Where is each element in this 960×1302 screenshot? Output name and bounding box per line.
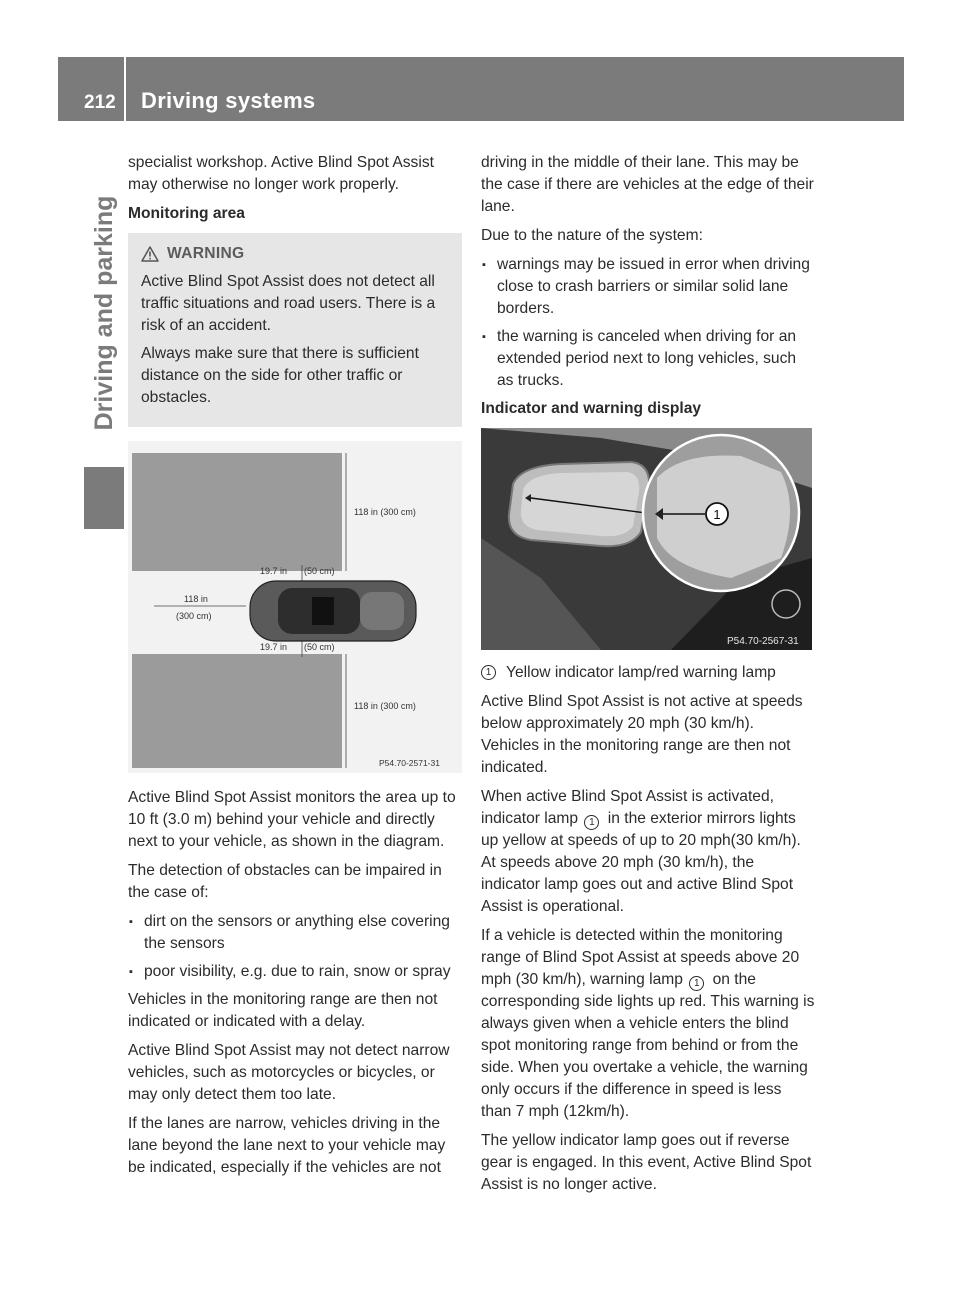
bottom-dim-label: 118 in (300 cm) — [354, 701, 416, 711]
detected-text-a: If a vehicle is detected within the monitoring range of Blind Spot Assist at speeds above 20 mph (30 km/h), warning lamp — [481, 927, 800, 988]
callout-1-icon: 1 — [481, 665, 496, 680]
narrow-vehicles-paragraph: Active Blind Spot Assist may not detect narrow vehicles, such as motorcycles or bicycles, or may only detect them too late. — [128, 1042, 450, 1103]
legend-text: Yellow indicator lamp/red warning lamp — [506, 664, 776, 681]
warning-text-2: Always make sure that there is sufficient distance on the side for other traffic or obstacles. — [141, 345, 419, 406]
detected-text-b: on the corresponding side lights up red. This warning is always given when a vehicle enters the blind spot monitoring range from behind or from the side. When you overtake a vehicle, the warning only occurs if the difference in speed is less than 7 mph (12km/h). — [481, 971, 815, 1120]
right-column — [481, 152, 815, 1203]
list-item: ▪ warnings may be issued in error when driving close to crash barriers or similar solid lane borders. — [481, 254, 815, 320]
vehicles-paragraph: Vehicles in the monitoring range are then not indicated or indicated with a delay. — [128, 991, 438, 1030]
detected-paragraph — [481, 925, 815, 1123]
reverse-paragraph: The yellow indicator lamp goes out if reverse gear is engaged. In this event, Active Blind Spot Assist is no longer active. — [481, 1132, 812, 1193]
gap-top-label: 19.7 in — [260, 566, 288, 576]
list-item: ▪ dirt on the sensors or anything else covering the sensors — [128, 911, 462, 955]
mirror-photo — [481, 428, 812, 650]
warning-header — [141, 243, 450, 265]
activated-text-a: When active Blind Spot Assist is activated, indicator lamp — [481, 788, 774, 827]
rear-dim-in-label: 118 in — [184, 594, 208, 604]
monitoring-area-diagram — [128, 441, 462, 773]
section-title: Driving systems — [141, 88, 316, 113]
rear-dim-cm-label: (300 cm) — [176, 611, 212, 621]
top-zone — [132, 453, 342, 571]
exterior-mirror — [509, 462, 649, 546]
gap-top-cm-label: (50 cm) — [304, 566, 335, 576]
warning-triangle-icon — [141, 246, 159, 262]
diagram-svg — [128, 441, 462, 773]
warning-box — [128, 233, 462, 427]
callout-1-icon: 1 — [584, 815, 599, 830]
page-number: 212 — [84, 92, 116, 113]
intro-paragraph: specialist workshop. Active Blind Spot Assist may otherwise no longer work properly. — [128, 154, 434, 193]
list-item: ▪ the warning is canceled when driving for an extended period next to long vehicles, such as trucks. — [481, 326, 815, 392]
car-top-view — [250, 581, 416, 641]
monitoring-area-heading: Monitoring area — [128, 205, 245, 222]
callout-1-icon: 1 — [689, 976, 704, 991]
nature-paragraph: Due to the nature of the system: — [481, 227, 703, 244]
nature-list — [481, 254, 815, 392]
mirror-photo-svg — [481, 428, 812, 650]
bottom-zone — [132, 654, 342, 768]
gap-bottom-label: 19.7 in — [260, 642, 288, 652]
warning-text-1: Active Blind Spot Assist does not detect all traffic situations and road users. There is a risk of an accident. — [141, 273, 436, 334]
side-tab — [84, 128, 124, 498]
diagram-code: P54.70-2571-31 — [379, 758, 440, 768]
indicator-heading: Indicator and warning display — [481, 400, 702, 417]
callout-number: 1 — [713, 507, 721, 522]
photo-code: P54.70-2567-31 — [727, 636, 799, 647]
top-dim-label: 118 in (300 cm) — [354, 507, 416, 517]
not-active-paragraph: Active Blind Spot Assist is not active at speeds below approximately 20 mph (30 km/h). Vehicles in the monitoring range are then not indicated. — [481, 693, 803, 776]
warning-title: WARNING — [167, 245, 245, 262]
activated-text-b: in the exterior mirrors lights up yellow at speeds of up to 20 mph(30 km/h). At speeds above 20 mph (30 km/h), the indicator lamp goes out and active Blind Spot Assist is operational. — [481, 810, 801, 915]
gap-bottom-cm-label: (50 cm) — [304, 642, 335, 652]
list-item: ▪ poor visibility, e.g. due to rain, snow or spray — [128, 961, 462, 983]
detection-paragraph: The detection of obstacles can be impaired in the case of: — [128, 862, 442, 901]
side-tab-label: Driving and parking — [90, 195, 118, 431]
side-tab-block — [84, 467, 124, 529]
detection-list — [128, 911, 462, 983]
left-column — [128, 152, 462, 1186]
continuation-paragraph: driving in the middle of their lane. This may be the case if there are vehicles at the edge of their lane. — [481, 154, 814, 215]
legend-item — [481, 662, 815, 684]
activated-paragraph — [481, 786, 815, 918]
header-divider — [124, 57, 126, 121]
monitors-paragraph: Active Blind Spot Assist monitors the area up to 10 ft (3.0 m) behind your vehicle and directly next to your vehicle, as shown in the diagram. — [128, 789, 456, 850]
narrow-lanes-paragraph: If the lanes are narrow, vehicles driving in the lane beyond the lane next to your vehicle may be indicated, especially if the vehicles are not — [128, 1115, 446, 1176]
